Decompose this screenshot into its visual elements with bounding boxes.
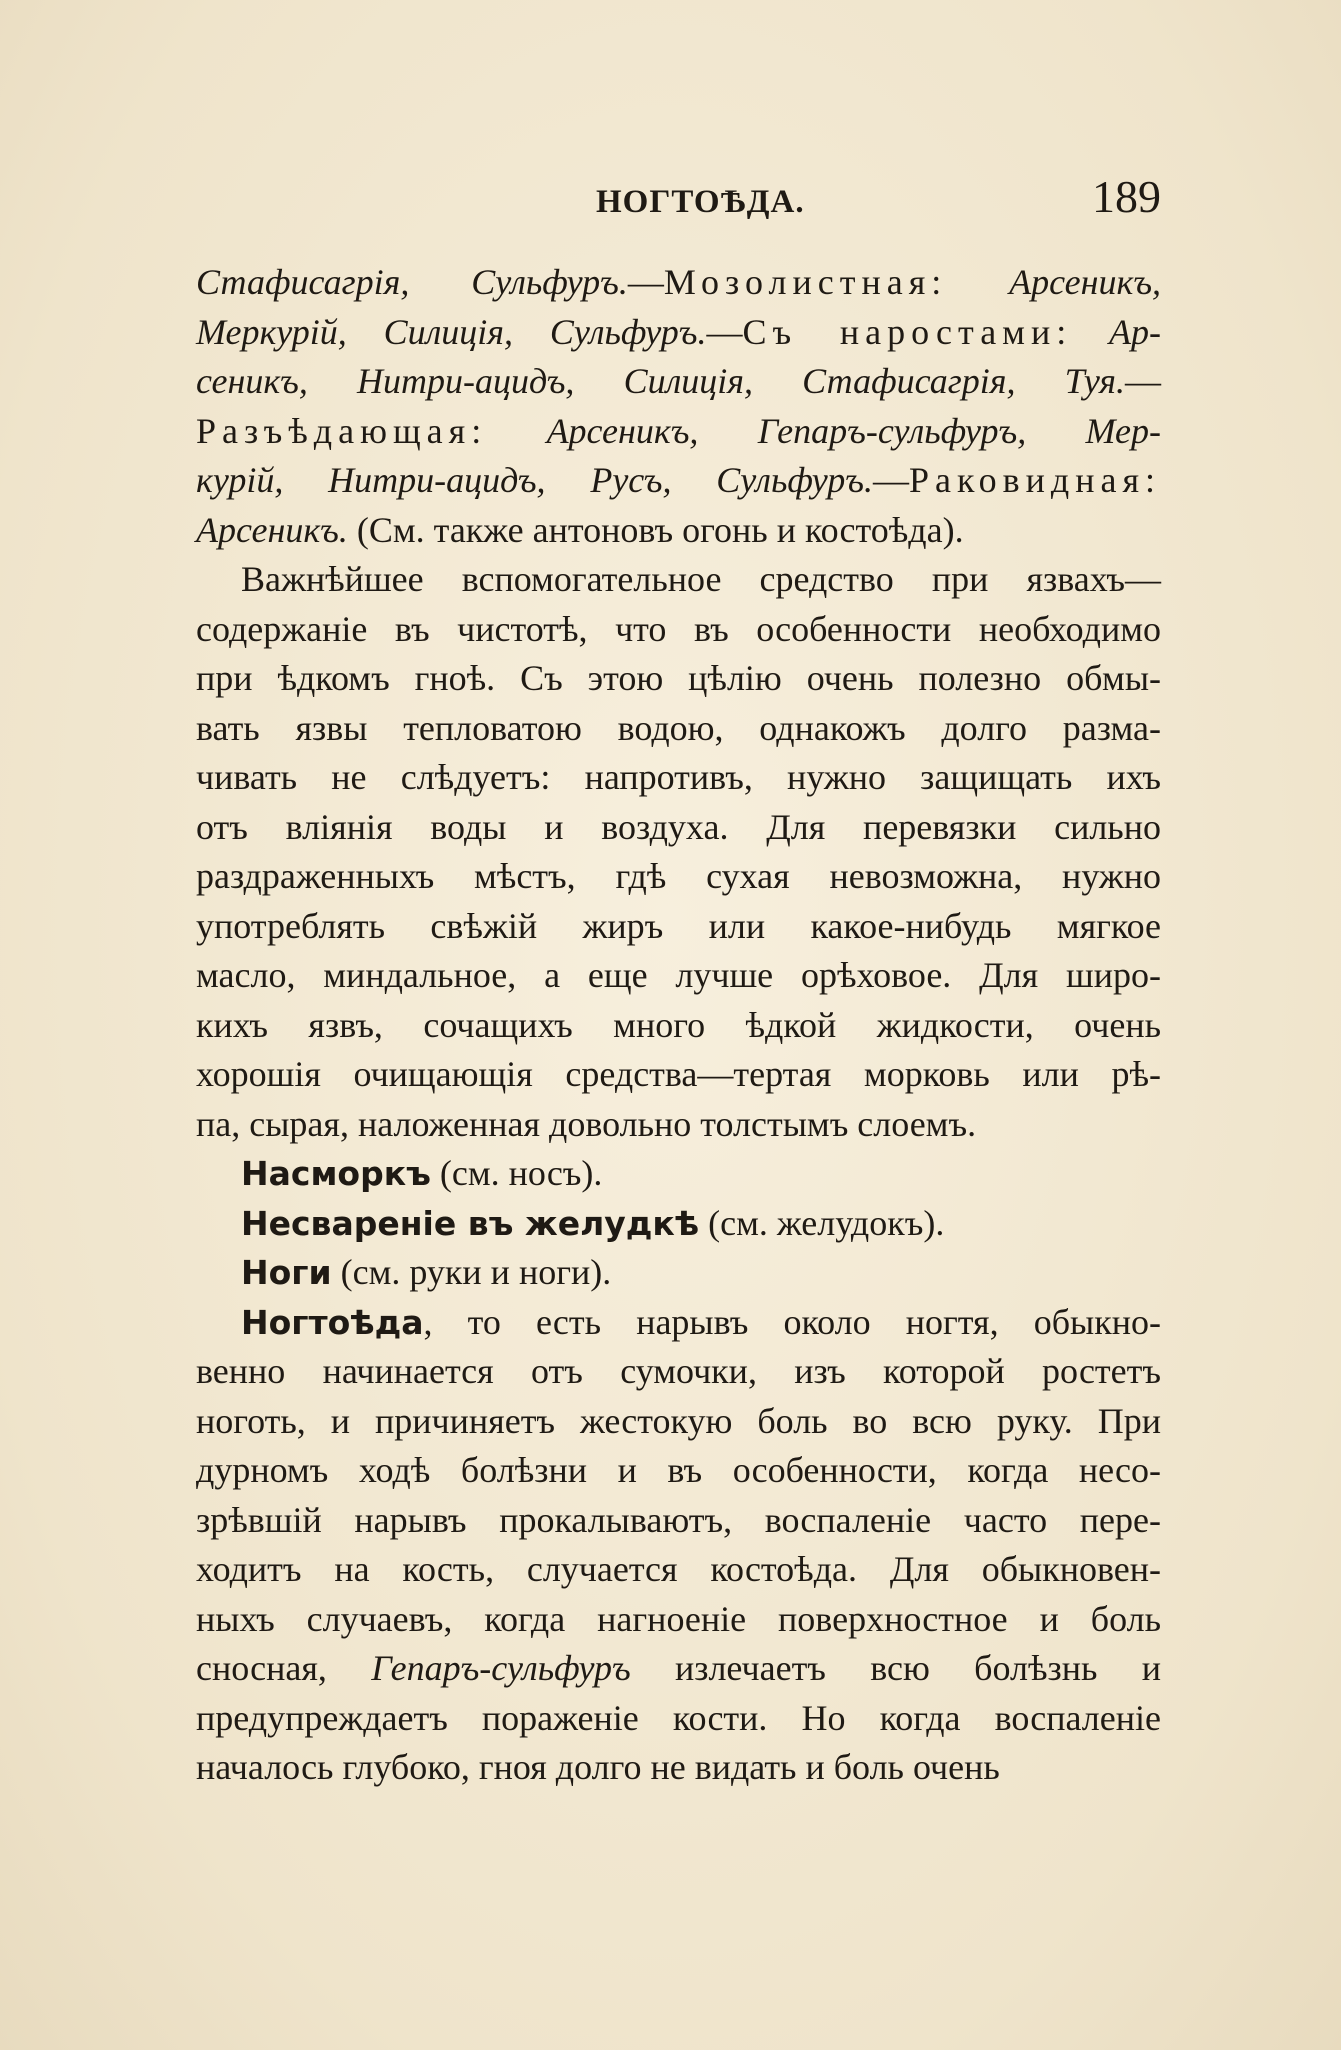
text-run: Арсеникъ, Гепаръ-сульфуръ, Мер- bbox=[546, 410, 1161, 451]
text-run: курій, Нитри-ацидъ, Русъ, Сульфуръ. bbox=[196, 460, 873, 500]
text-run: — bbox=[1125, 361, 1161, 401]
text-line bbox=[196, 1644, 1161, 1694]
text-run: началось глубоко, гноя долго не видать и боль очень bbox=[196, 1747, 1000, 1787]
text-line bbox=[196, 1446, 1161, 1496]
text-line: масло, миндальное, а еще лучше орѣховое. Для широ- bbox=[196, 955, 1161, 995]
entry-row bbox=[196, 1199, 1161, 1249]
text-run: зрѣвшій нарывъ прокалываютъ, воспаленіе часто пере- bbox=[196, 1499, 1161, 1540]
text-run: — bbox=[627, 262, 664, 302]
text-run: Меркурій, Силиція, Сульфуръ. bbox=[196, 311, 707, 352]
text-line: употреблять свѣжій жиръ или какое-нибудь мягкое bbox=[196, 905, 1161, 946]
text-run: дурномъ ходѣ болѣзни и въ особенности, когда несо- bbox=[196, 1450, 1161, 1490]
text-run: Мозолистная: bbox=[663, 262, 948, 302]
text-run: Стафисагрія, Сульфуръ. bbox=[196, 262, 628, 302]
text-line bbox=[196, 1595, 1161, 1645]
text-line: кихъ язвъ, сочащихъ много ѣдкой жидкости, очень bbox=[196, 1004, 1161, 1045]
text-run: Арсеникъ. bbox=[196, 509, 348, 550]
text-run: Ногтоѣда bbox=[241, 1302, 424, 1342]
text-line bbox=[196, 258, 1161, 308]
page-body bbox=[196, 258, 1161, 1793]
text-run: излечаетъ всю болѣзнь и bbox=[630, 1648, 1161, 1688]
text-line bbox=[196, 1545, 1161, 1595]
text-line: вать язвы тепловатою водою, однакожъ долго разма- bbox=[196, 707, 1161, 748]
entry-term: Насморкъ bbox=[241, 1154, 431, 1193]
text-run bbox=[1072, 312, 1109, 352]
text-run: сносная, bbox=[196, 1648, 372, 1688]
entry-term: Ноги bbox=[241, 1253, 332, 1292]
text-run: сеникъ, Нитри-ацидъ, Силиція, Стафисагрія, Туя. bbox=[196, 361, 1125, 401]
text-line: отъ вліянія воды и воздуха. Для перевязки сильно bbox=[196, 806, 1161, 847]
text-run bbox=[487, 411, 546, 451]
text-run: ноготь, и причиняетъ жестокую боль во всю руку. При bbox=[196, 1400, 1161, 1441]
text-run: (См. также антоновъ огонь и костоѣда). bbox=[347, 509, 964, 550]
text-line bbox=[196, 1694, 1161, 1744]
entry-term: Несвареніе въ желудкѣ bbox=[241, 1203, 700, 1243]
text-line: па, сырая, наложенная довольно толстымъ слоемъ. bbox=[196, 1103, 977, 1144]
remedies-paragraph bbox=[196, 258, 1161, 555]
text-run: ходитъ на кость, случается костоѣда. Для обыкновен- bbox=[196, 1549, 1161, 1589]
text-line: раздраженныхъ мѣстъ, гдѣ сухая невозможна, нужно bbox=[196, 856, 1161, 896]
nogtoeda-paragraph bbox=[196, 1298, 1161, 1793]
entry-reference: (см. желудокъ). bbox=[699, 1202, 945, 1243]
cross-reference-entries bbox=[196, 1149, 1161, 1298]
text-line bbox=[196, 407, 1161, 457]
text-run: венно начинается отъ сумочки, изъ которой ростетъ bbox=[196, 1351, 1161, 1391]
text-line bbox=[196, 1347, 1161, 1397]
entry-reference: (см. носъ). bbox=[430, 1153, 603, 1193]
running-title: НОГТОѢДА. bbox=[596, 184, 805, 220]
text-run: Разъѣдающая: bbox=[196, 410, 488, 451]
text-run: Съ наростами: bbox=[742, 311, 1073, 352]
text-line bbox=[196, 506, 1161, 556]
text-line bbox=[196, 1397, 1161, 1447]
text-run: Раковидная: bbox=[908, 460, 1161, 500]
text-run: ныхъ случаевъ, когда нагноеніе поверхностное и боль bbox=[196, 1598, 1161, 1639]
text-run: Арсеникъ, bbox=[1009, 262, 1161, 302]
text-line bbox=[196, 456, 1161, 506]
page-header bbox=[196, 170, 1161, 230]
text-run bbox=[947, 262, 1009, 302]
text-line: чивать не слѣдуетъ: напротивъ, нужно защищать ихъ bbox=[196, 757, 1161, 797]
text-run: , то есть нарывъ около ногтя, обыкно- bbox=[423, 1301, 1161, 1342]
text-line bbox=[196, 1743, 1161, 1793]
text-line: при ѣдкомъ гноѣ. Съ этою цѣлію очень полезно обмы- bbox=[196, 658, 1161, 698]
text-line: содержаніе въ чистотѣ, что въ особенности необходимо bbox=[196, 608, 1161, 649]
page-number: 189 bbox=[1092, 171, 1161, 222]
entry-row bbox=[196, 1248, 1161, 1298]
entry-reference: (см. руки и ноги). bbox=[331, 1252, 612, 1292]
text-line bbox=[196, 1298, 1161, 1348]
text-line bbox=[196, 1496, 1161, 1546]
text-run: предупреждаетъ пораженіе кости. Но когда воспаленіе bbox=[196, 1697, 1161, 1738]
text-line bbox=[196, 308, 1161, 358]
text-line: Важнѣйшее вспомогательное средство при язвахъ— bbox=[241, 559, 1161, 599]
text-line: хорошія очищающія средства—тертая морковь или рѣ- bbox=[196, 1054, 1161, 1094]
text-line bbox=[196, 357, 1161, 407]
text-run: Гепаръ-сульфуръ bbox=[371, 1648, 631, 1688]
care-paragraph bbox=[196, 555, 1161, 1149]
text-run: Ар- bbox=[1109, 311, 1161, 352]
text-run: — bbox=[872, 460, 909, 500]
entry-row bbox=[196, 1149, 1161, 1199]
text-run: — bbox=[706, 311, 743, 352]
